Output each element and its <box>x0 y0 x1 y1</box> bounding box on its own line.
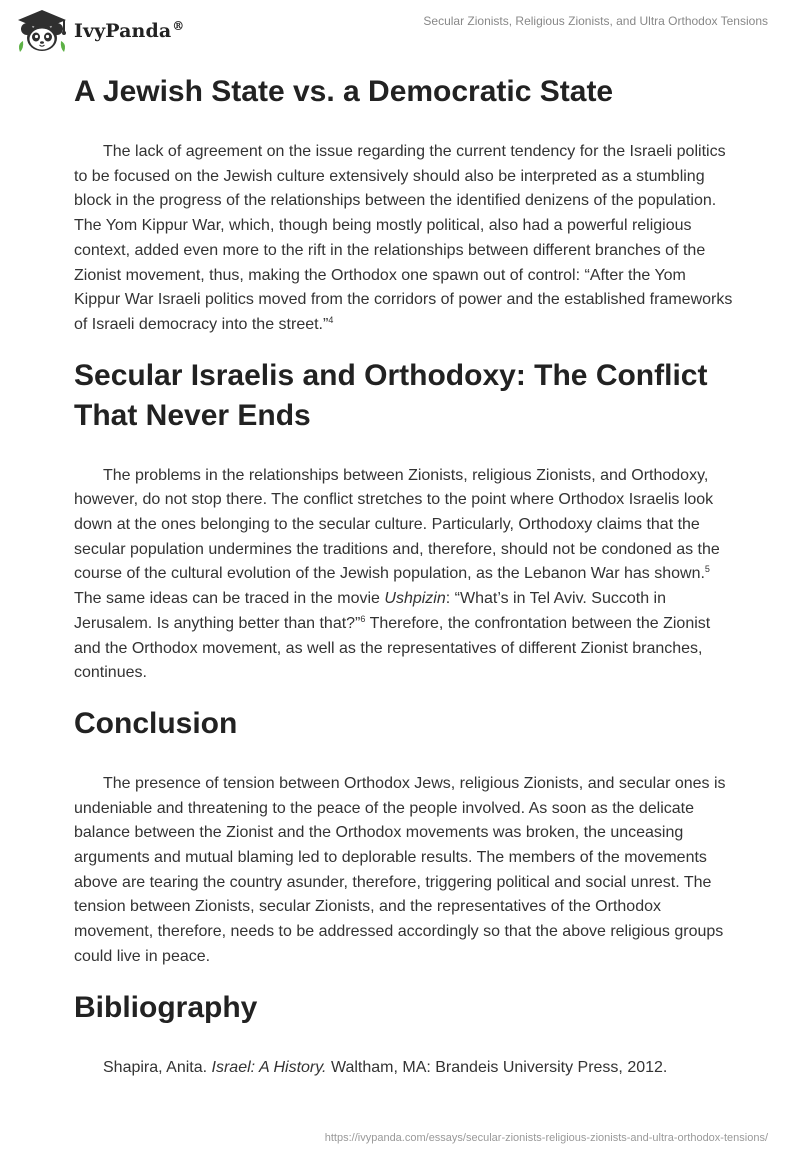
section-heading-bibliography: Bibliography <box>74 990 258 1024</box>
brand-name: IvyPanda® <box>74 18 185 42</box>
source-url[interactable]: https://ivypanda.com/essays/secular-zionists-religious-zionists-and-ultra-orthodox-tensions/ <box>324 1132 768 1144</box>
footnote-ref[interactable]: 4 <box>328 314 334 325</box>
section-paragraph-conclusion: The presence of tension between Orthodox Jews, religious Zionists, and secular ones is undeniable and threatening to the peace of the people involved. As soon as the delicate balance between the Zionist and the Orthodox movements was broken, the unceasing arguments and mutual blaming led to deplorable results. The members of the movements above are tearing the country asunder, therefore, triggering political and social unrest. The tension between Zionists, secular Zionists, and the representatives of the Orthodox movement, therefore, needs to be addressed accordingly so that the above religious groups could live in peace. <box>74 774 726 965</box>
footnote-ref[interactable]: 6 <box>360 613 366 624</box>
essay-content <box>74 68 734 1080</box>
panda-graduate-icon <box>14 8 70 54</box>
movie-title: Ushpizin <box>384 590 446 608</box>
section-heading-jewish-state: A Jewish State vs. a Democratic State <box>74 75 614 108</box>
section-heading-conclusion: Conclusion <box>74 706 238 740</box>
page-header <box>0 0 800 60</box>
section-paragraph-jewish-state: The lack of agreement on the issue regarding the current tendency for the Israeli politics to be focused on the Jewish culture extensively should also be interpreted as a stumbling block in the progress of the relationships between the identified denizens of the population. The Yom Kippur War, which, though being mostly political, also had a powerful religious context, added even more to the rift in the relationships between different branches of the Zionist movement, thus, making the Orthodox one spawn out of control: “After the Yom Kippur War Israeli politics moved from the corridors of power and the established frameworks of Israeli democracy into the street.”$^4$ <box>74 143 733 333</box>
bibliography-entry: Shapira, Anita. Israel: A History. Waltham, MA: Brandeis University Press, 2012. <box>103 1058 668 1076</box>
brand-logo[interactable] <box>14 8 184 54</box>
footnote-ref[interactable]: 5 <box>704 564 710 575</box>
registered-mark: ® <box>172 18 185 33</box>
book-title: Israel: A History. <box>211 1058 327 1076</box>
section-paragraph-secular-israelis: The problems in the relationships between Zionists, religious Zionists, and Orthodoxy, however, do not stop there. The conflict stretches to the point where Orthodox Israelis look down at the ones belonging to the secular culture. Particularly, Orthodoxy claims that the secular population undermines the traditions and, therefore, should not be condoned as the course of the cultural evolution of the Jewish population, as the Lebanon War has shown.$^5$ The same ideas can be traced in the movie Ushpizin: “What’s in Tel Aviv. Succoth in Jerusalem. Is anything better than that?”$^6$ Therefore, the confrontation between the Zionist and the Orthodox movement, as well as the representatives of different Zionist branches, continues. <box>74 466 720 682</box>
document-title: Secular Zionists, Religious Zionists, and Ultra Orthodox Tensions <box>423 14 768 28</box>
section-heading-secular-israelis: Secular Israelis and Orthodoxy: The Conflict That Never Ends <box>74 358 708 432</box>
